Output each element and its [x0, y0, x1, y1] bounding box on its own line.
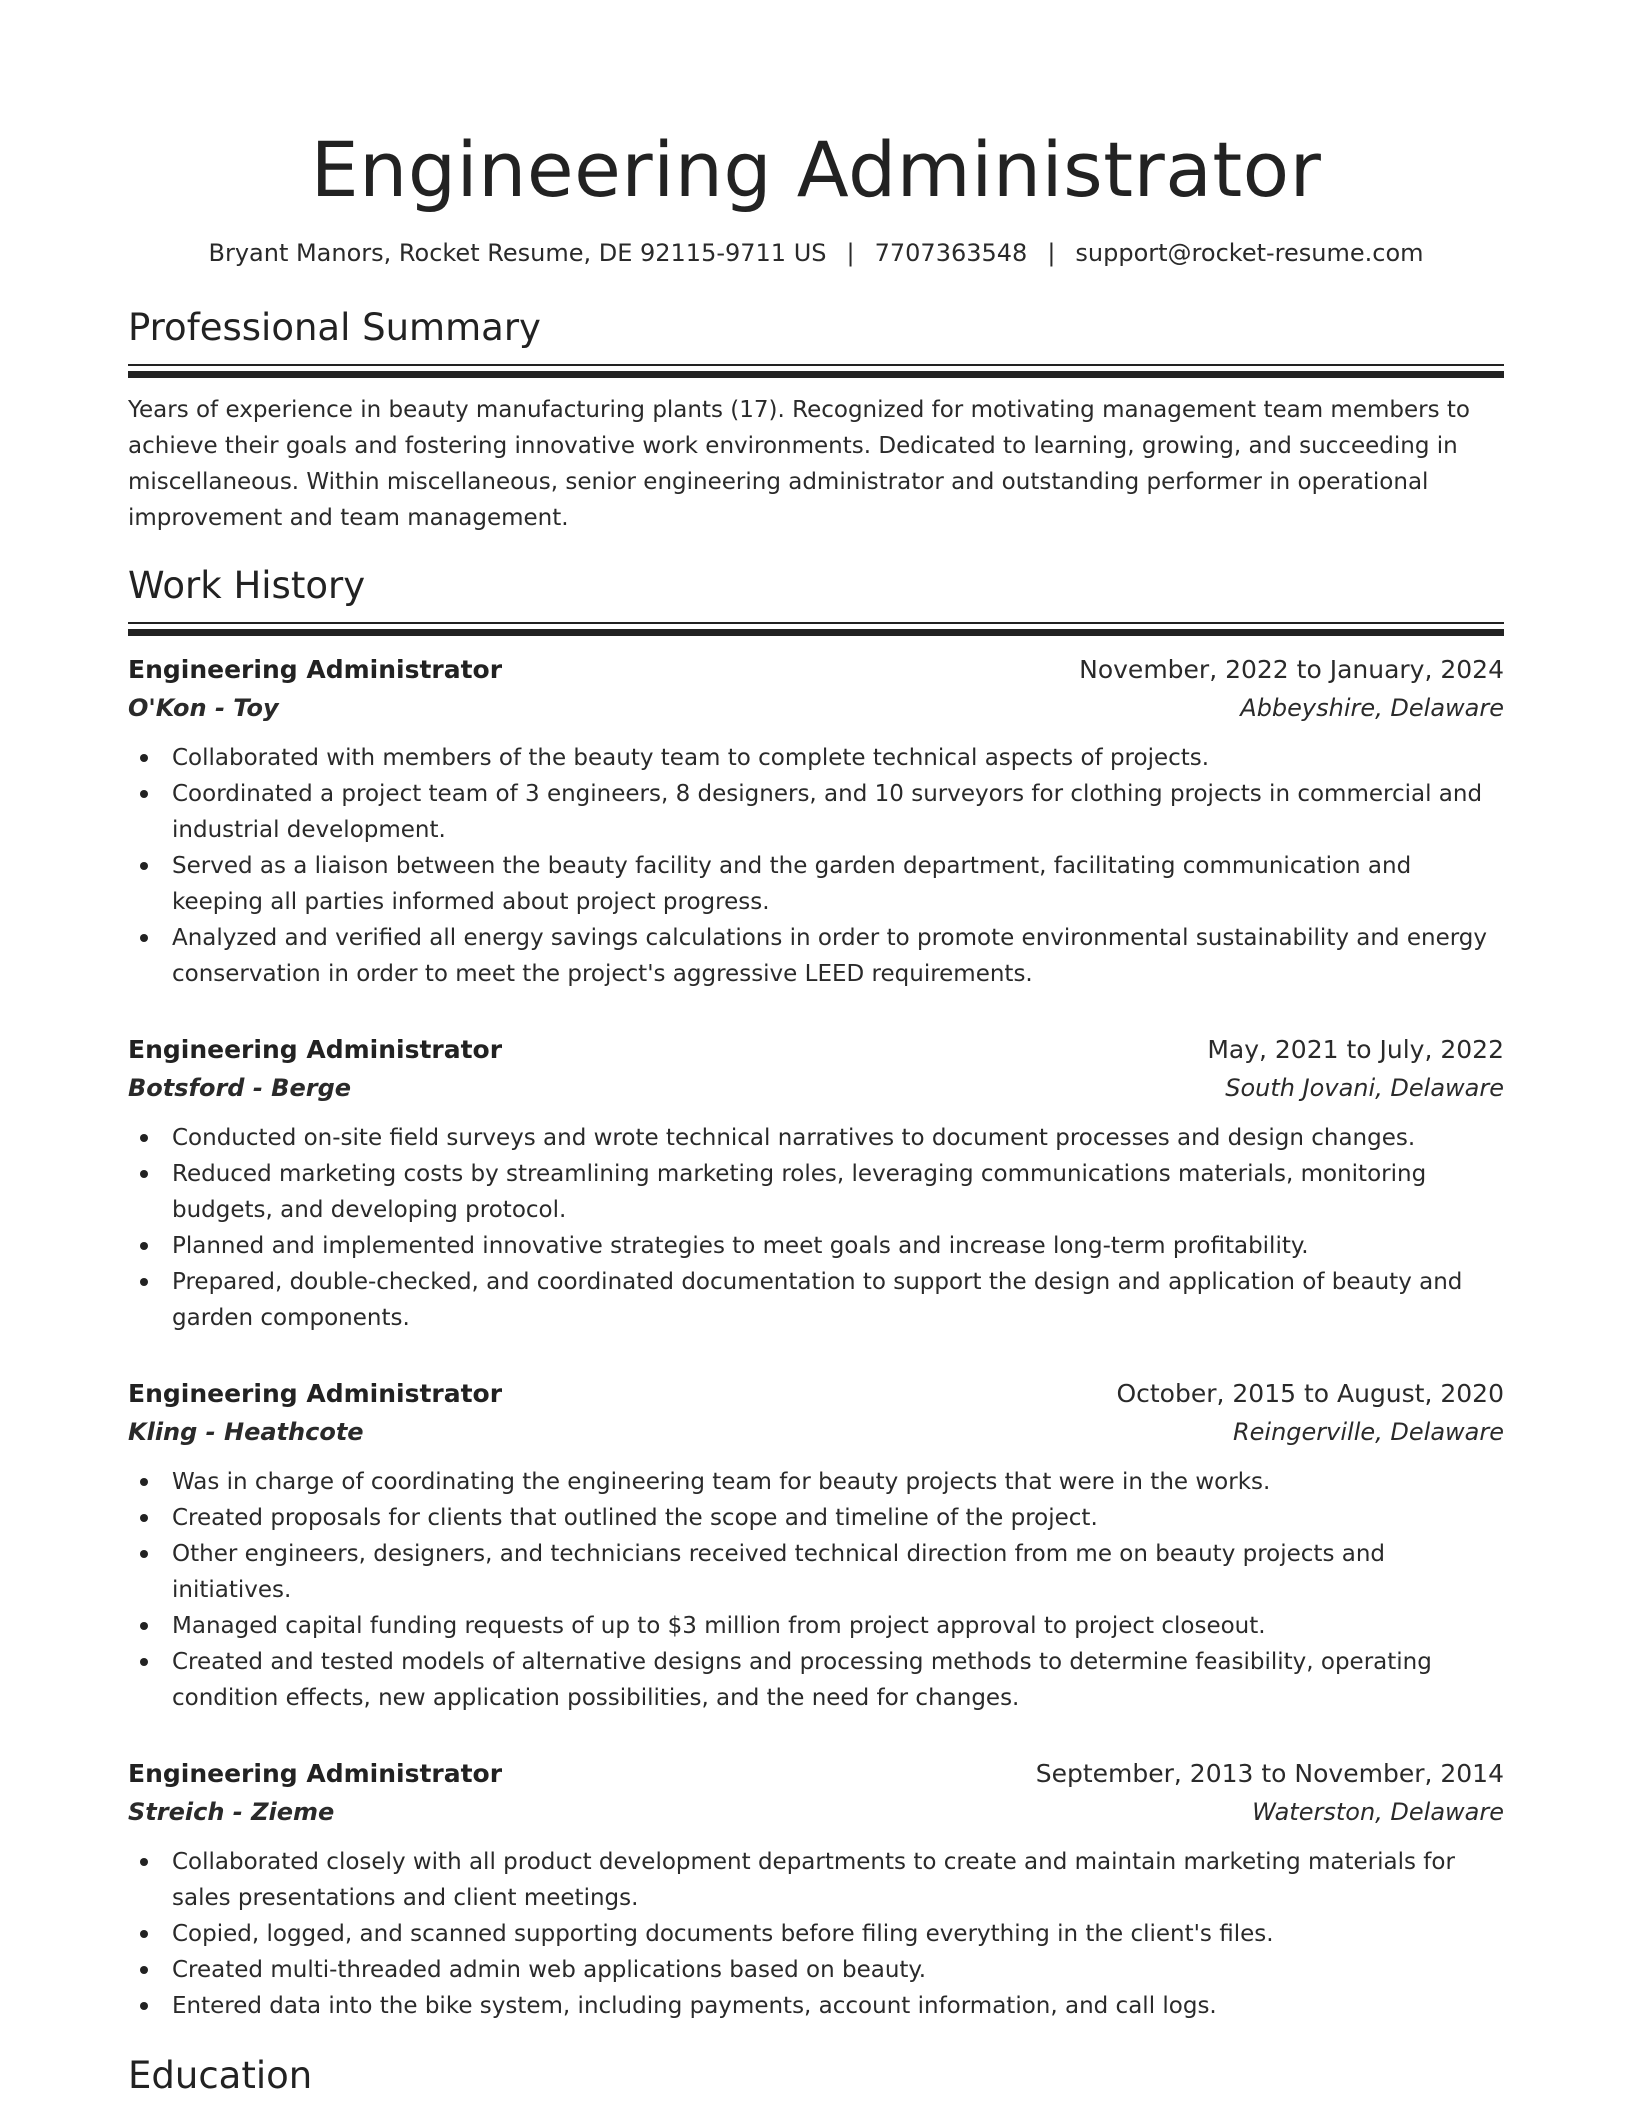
job-dates: October, 2015 to August, 2020 — [1116, 1379, 1504, 1408]
section-divider — [128, 622, 1504, 624]
summary-text: Years of experience in beauty manufacturing plants (17). Recognized for motivating management team members to achieve their goals and fostering innovative work environments. Dedicated to learning, growing, and succeeding in miscellaneous. Within miscellaneous, senior engineering administrator and outstanding performer in operational improvement and team management. — [128, 397, 1470, 531]
resume-name: Engineering Administrator — [310, 125, 1322, 214]
bullet-icon — [140, 2002, 148, 2010]
job-bullet — [128, 1500, 1504, 1536]
job-entry — [128, 1032, 1504, 1336]
job-bullets — [128, 740, 1504, 992]
bullet-text: Planned and implemented innovative strategies to meet goals and increase long-term profitability. — [172, 1233, 1309, 1259]
job-bullet — [128, 1952, 1504, 1988]
job-bullet — [128, 1608, 1504, 1644]
bullet-icon — [140, 934, 148, 942]
bullet-text: Was in charge of coordinating the engineering team for beauty projects that were in the works. — [172, 1469, 1271, 1495]
job-location: Abbeyshire, Delaware — [1240, 694, 1504, 722]
bullet-icon — [140, 1622, 148, 1630]
bullet-icon — [140, 1478, 148, 1486]
section-divider — [128, 364, 1504, 366]
job-bullet — [128, 740, 1504, 776]
resume-page — [128, 0, 1504, 2100]
job-bullet — [128, 848, 1504, 920]
bullet-text: Copied, logged, and scanned supporting documents before filing everything in the client's files. — [172, 1921, 1274, 1947]
job-bullet — [128, 776, 1504, 848]
bullet-text: Collaborated with members of the beauty team to complete technical aspects of projects. — [172, 745, 1210, 771]
section-title-work-history: Work History — [128, 564, 366, 607]
bullet-text: Prepared, double-checked, and coordinated documentation to support the design and application of beauty and garden components. — [172, 1269, 1463, 1331]
bullet-text: Entered data into the bike system, including payments, account information, and call logs. — [172, 1993, 1217, 2019]
bullet-icon — [140, 1930, 148, 1938]
bullet-icon — [140, 1242, 148, 1250]
bullet-text: Created and tested models of alternative designs and processing methods to determine feasibility, operating condition effects, new application possibilities, and the need for changes. — [172, 1649, 1432, 1711]
job-dates: May, 2021 to July, 2022 — [1207, 1035, 1504, 1064]
professional-summary-section — [128, 304, 1504, 536]
job-dates: September, 2013 to November, 2014 — [1035, 1759, 1504, 1788]
section-title-summary: Professional Summary — [128, 306, 541, 349]
bullet-text: Conducted on-site field surveys and wrote technical narratives to document processes and design changes. — [172, 1125, 1416, 1151]
bullet-icon — [140, 790, 148, 798]
job-dates: November, 2022 to January, 2024 — [1079, 655, 1504, 684]
job-bullet — [128, 1264, 1504, 1336]
job-bullet — [128, 1844, 1504, 1916]
bullet-icon — [140, 1858, 148, 1866]
contact-line — [128, 236, 1504, 270]
section-divider-thick — [128, 371, 1504, 378]
job-title: Engineering Administrator — [128, 1379, 503, 1408]
work-history-section — [128, 562, 1504, 2024]
job-bullet — [128, 1644, 1504, 1716]
section-title-education: Education — [128, 2054, 313, 2097]
job-bullet — [128, 1988, 1504, 2024]
job-entry — [128, 1756, 1504, 2024]
bullet-icon — [140, 862, 148, 870]
job-title: Engineering Administrator — [128, 1035, 503, 1064]
bullet-text: Created multi-threaded admin web applications based on beauty. — [172, 1957, 927, 1983]
bullet-icon — [140, 1658, 148, 1666]
bullet-text: Analyzed and verified all energy savings calculations in order to promote environmental sustainability and energy conservation in order to meet the project's aggressive LEED requirements. — [172, 925, 1487, 987]
job-bullets — [128, 1120, 1504, 1336]
job-bullet — [128, 1156, 1504, 1228]
bullet-icon — [140, 1170, 148, 1178]
job-bullet — [128, 1120, 1504, 1156]
bullet-icon — [140, 1134, 148, 1142]
job-company: Botsford - Berge — [128, 1074, 352, 1102]
bullet-icon — [140, 1550, 148, 1558]
job-entry — [128, 652, 1504, 992]
bullet-text: Collaborated closely with all product development departments to create and maintain marketing materials for sales presentations and client meetings. — [172, 1849, 1455, 1911]
job-location: Waterston, Delaware — [1252, 1798, 1504, 1826]
job-location: South Jovani, Delaware — [1225, 1074, 1504, 1102]
job-title: Engineering Administrator — [128, 655, 503, 684]
job-location: Reingerville, Delaware — [1232, 1418, 1504, 1446]
contact-phone: 7707363548 — [874, 239, 1028, 267]
job-company: O'Kon - Toy — [128, 694, 279, 722]
bullet-text: Coordinated a project team of 3 engineers, 8 designers, and 10 surveyors for clothing projects in commercial and industrial development. — [172, 781, 1483, 843]
education-section — [128, 2052, 1504, 2100]
job-bullet — [128, 1536, 1504, 1608]
bullet-icon — [140, 1278, 148, 1286]
contact-separator: | — [1047, 239, 1056, 267]
bullet-icon — [140, 1966, 148, 1974]
bullet-text: Created proposals for clients that outlined the scope and timeline of the project. — [172, 1505, 1098, 1531]
bullet-icon — [140, 754, 148, 762]
job-bullet — [128, 1916, 1504, 1952]
job-company: Kling - Heathcote — [128, 1418, 364, 1446]
job-company: Streich - Zieme — [128, 1798, 335, 1826]
contact-address: Bryant Manors, Rocket Resume, DE 92115-9711 US — [208, 239, 827, 267]
job-bullets — [128, 1464, 1504, 1716]
job-bullet — [128, 1228, 1504, 1264]
section-divider-thick — [128, 629, 1504, 636]
contact-separator: | — [846, 239, 855, 267]
job-bullet — [128, 920, 1504, 992]
bullet-icon — [140, 1514, 148, 1522]
bullet-text: Reduced marketing costs by streamlining marketing roles, leveraging communications materials, monitoring budgets, and developing protocol. — [172, 1161, 1427, 1223]
bullet-text: Served as a liaison between the beauty facility and the garden department, facilitating communication and keeping all parties informed about project progress. — [172, 853, 1412, 915]
job-title: Engineering Administrator — [128, 1759, 503, 1788]
job-entry — [128, 1376, 1504, 1716]
contact-email: support@rocket-resume.com — [1075, 239, 1424, 267]
job-bullets — [128, 1844, 1504, 2024]
bullet-text: Other engineers, designers, and technicians received technical direction from me on beauty projects and initiatives. — [172, 1541, 1386, 1603]
bullet-text: Managed capital funding requests of up to $3 million from project approval to project closeout. — [172, 1613, 1266, 1639]
job-bullet — [128, 1464, 1504, 1500]
